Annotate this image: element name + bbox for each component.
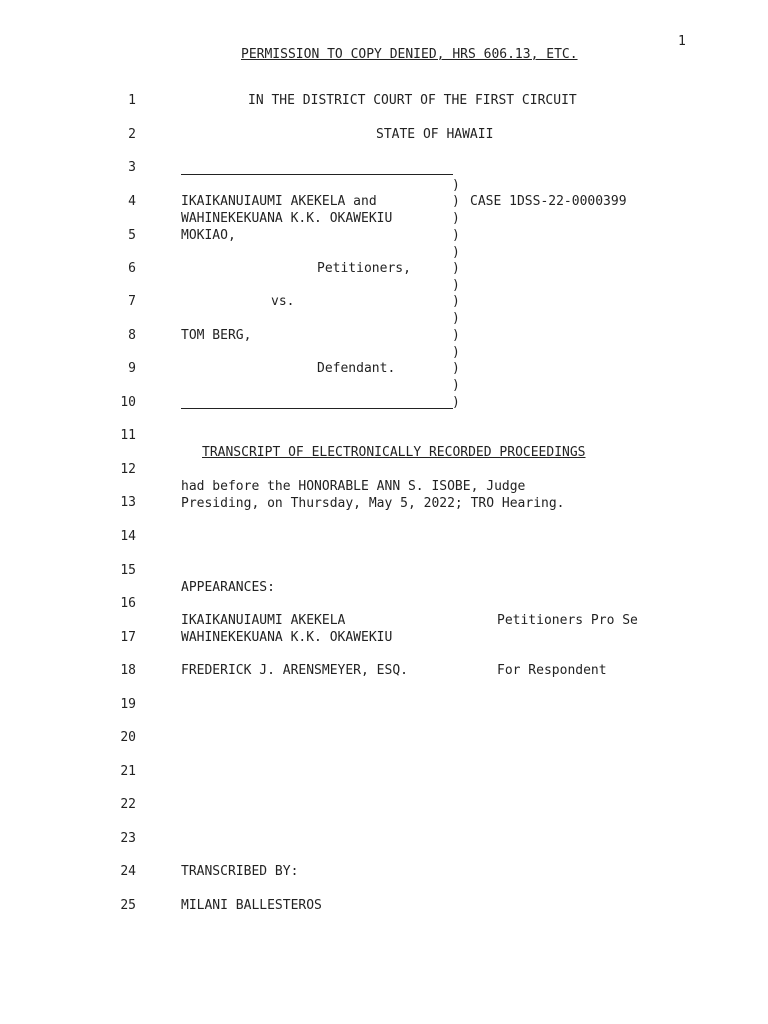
line-number: 24 xyxy=(120,864,136,879)
line-number: 16 xyxy=(120,596,136,611)
line-number: 21 xyxy=(120,764,136,779)
line-number: 18 xyxy=(120,663,136,678)
appearances-heading: APPEARANCES: xyxy=(181,580,275,595)
line-number: 23 xyxy=(120,831,136,846)
caption-paren: ) xyxy=(452,378,460,393)
caption-paren: ) xyxy=(452,395,460,410)
case-number: CASE 1DSS-22-0000399 xyxy=(470,194,627,209)
line-number: 19 xyxy=(120,697,136,712)
caption-paren: ) xyxy=(452,228,460,243)
transcript-line-1: had before the HONORABLE ANN S. ISOBE, Judge xyxy=(181,479,526,494)
transcript-line-2: Presiding, on Thursday, May 5, 2022; TRO Hearing. xyxy=(181,496,565,511)
petitioner-appearance-2: WAHINEKEKUANA K.K. OKAWEKIU xyxy=(181,630,393,645)
transcriber-name: MILANI BALLESTEROS xyxy=(181,898,322,913)
petitioner-line-2: WAHINEKEKUANA K.K. OKAWEKIU xyxy=(181,211,393,226)
petitioner-line-3: MOKIAO, xyxy=(181,228,236,243)
line-number: 14 xyxy=(120,529,136,544)
petitioner-line-1: IKAIKANUIAUMI AKEKELA and xyxy=(181,194,377,209)
line-number: 10 xyxy=(120,395,136,410)
defendant-role: Defendant. xyxy=(317,361,396,376)
caption-top-rule xyxy=(181,174,453,175)
permission-notice: PERMISSION TO COPY DENIED, HRS 606.13, ETC. xyxy=(241,47,578,62)
line-number: 1 xyxy=(128,93,136,108)
caption-bottom-rule xyxy=(181,408,453,409)
line-number: 22 xyxy=(120,797,136,812)
caption-paren: ) xyxy=(452,194,460,209)
line-number: 11 xyxy=(120,428,136,443)
line-number: 3 xyxy=(128,160,136,175)
versus: vs. xyxy=(271,294,295,309)
caption-paren: ) xyxy=(452,245,460,260)
caption-paren: ) xyxy=(452,361,460,376)
respondent-counsel: FREDERICK J. ARENSMEYER, ESQ. xyxy=(181,663,408,678)
caption-paren: ) xyxy=(452,211,460,226)
line-number: 4 xyxy=(128,194,136,209)
court-state: STATE OF HAWAII xyxy=(376,127,494,142)
line-number: 5 xyxy=(128,228,136,243)
respondent-role: For Respondent xyxy=(497,663,607,678)
petitioners-role: Petitioners, xyxy=(317,261,411,276)
line-number: 25 xyxy=(120,898,136,913)
caption-paren: ) xyxy=(452,345,460,360)
line-number: 13 xyxy=(120,495,136,510)
line-number: 20 xyxy=(120,730,136,745)
court-name: IN THE DISTRICT COURT OF THE FIRST CIRCUIT xyxy=(248,93,577,108)
petitioner-appearance-role: Petitioners Pro Se xyxy=(497,613,638,628)
caption-paren: ) xyxy=(452,178,460,193)
caption-paren: ) xyxy=(452,294,460,309)
caption-paren: ) xyxy=(452,261,460,276)
line-number: 15 xyxy=(120,563,136,578)
line-number: 8 xyxy=(128,328,136,343)
caption-paren: ) xyxy=(452,311,460,326)
line-number: 9 xyxy=(128,361,136,376)
line-number: 7 xyxy=(128,294,136,309)
line-number: 17 xyxy=(120,630,136,645)
petitioner-appearance-1: IKAIKANUIAUMI AKEKELA xyxy=(181,613,346,628)
page-number: 1 xyxy=(678,34,686,49)
transcribed-by-heading: TRANSCRIBED BY: xyxy=(181,864,299,879)
line-number: 6 xyxy=(128,261,136,276)
line-number: 2 xyxy=(128,127,136,142)
line-number: 12 xyxy=(120,462,136,477)
transcript-title: TRANSCRIPT OF ELECTRONICALLY RECORDED PROCEEDINGS xyxy=(202,445,586,460)
caption-paren: ) xyxy=(452,328,460,343)
defendant-name: TOM BERG, xyxy=(181,328,252,343)
caption-paren: ) xyxy=(452,278,460,293)
